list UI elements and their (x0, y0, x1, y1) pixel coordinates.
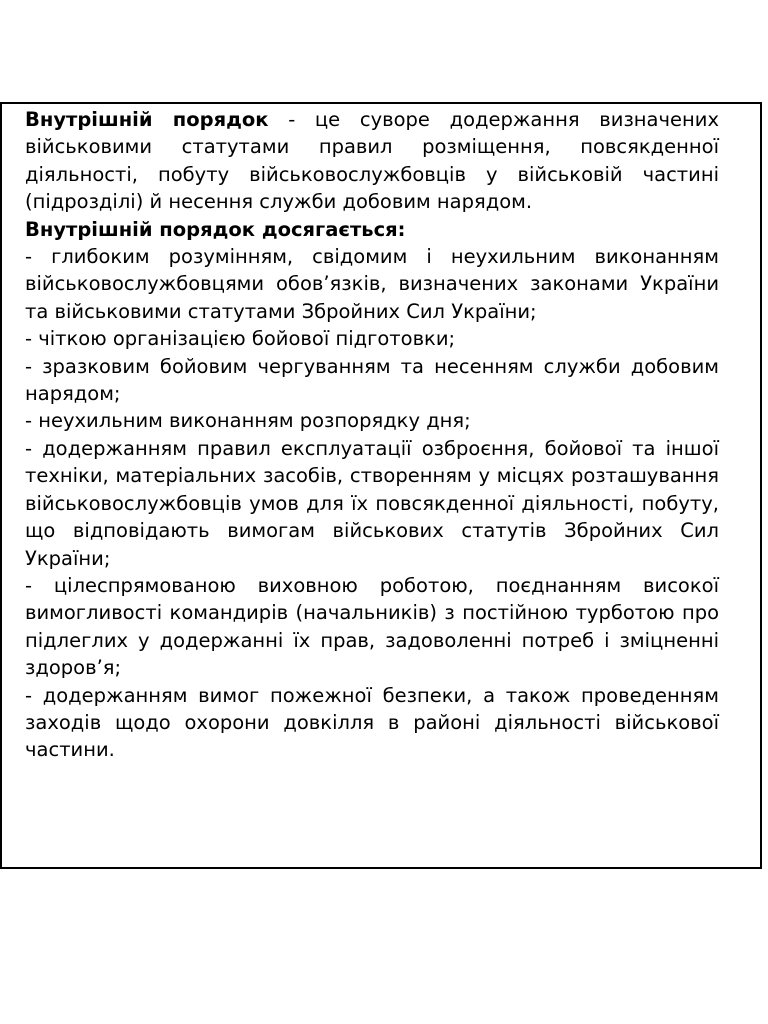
definition-text: - це суворе додержання визначених військовими статутами правил розміщення, повсякденної діяльності, побуту військовослужбовців у військовій частині (підрозділі) й несення служби добовим нарядом. (25, 108, 719, 214)
document-body (25, 106, 719, 764)
list-item: - додержанням вимог пожежної безпеки, а також проведенням заходів щодо охорони довкілля в районі діяльності військової частини. (25, 683, 719, 762)
definition-term: Внутрішній порядок (25, 108, 269, 131)
list-item: - глибоким розумінням, свідомим і неухильним виконанням військовослужбовцями обов’язків, визначених законами України та військовими статутами Збройних Сил України; (25, 245, 719, 323)
text-frame (0, 102, 762, 869)
list-item: - цілеспрямованою виховною роботою, поєднанням високої вимогливості командирів (начальників) з постійною турботою про підлеглих у додержанні їх прав, задоволенні потреб і зміцненні здоров’я; (25, 573, 719, 680)
achieved-heading: Внутрішній порядок досягається: (25, 217, 406, 241)
list-item: - зразковим бойовим чергуванням та несенням служби добовим нарядом; (25, 354, 719, 406)
list-item: - додержанням правил експлуатації озброєння, бойової та іншої техніки, матеріальних засобів, створенням у місцях розташування військовослужбовців умов для їх повсякденної діяльності, побуту, що відповідають вимогам військових статутів Збройних Сил України; (25, 436, 719, 570)
list-item: - чіткою організацією бойової підготовки; (25, 327, 456, 351)
list-item: - неухильним виконанням розпорядку дня; (25, 409, 471, 433)
definition-paragraph (25, 106, 719, 216)
